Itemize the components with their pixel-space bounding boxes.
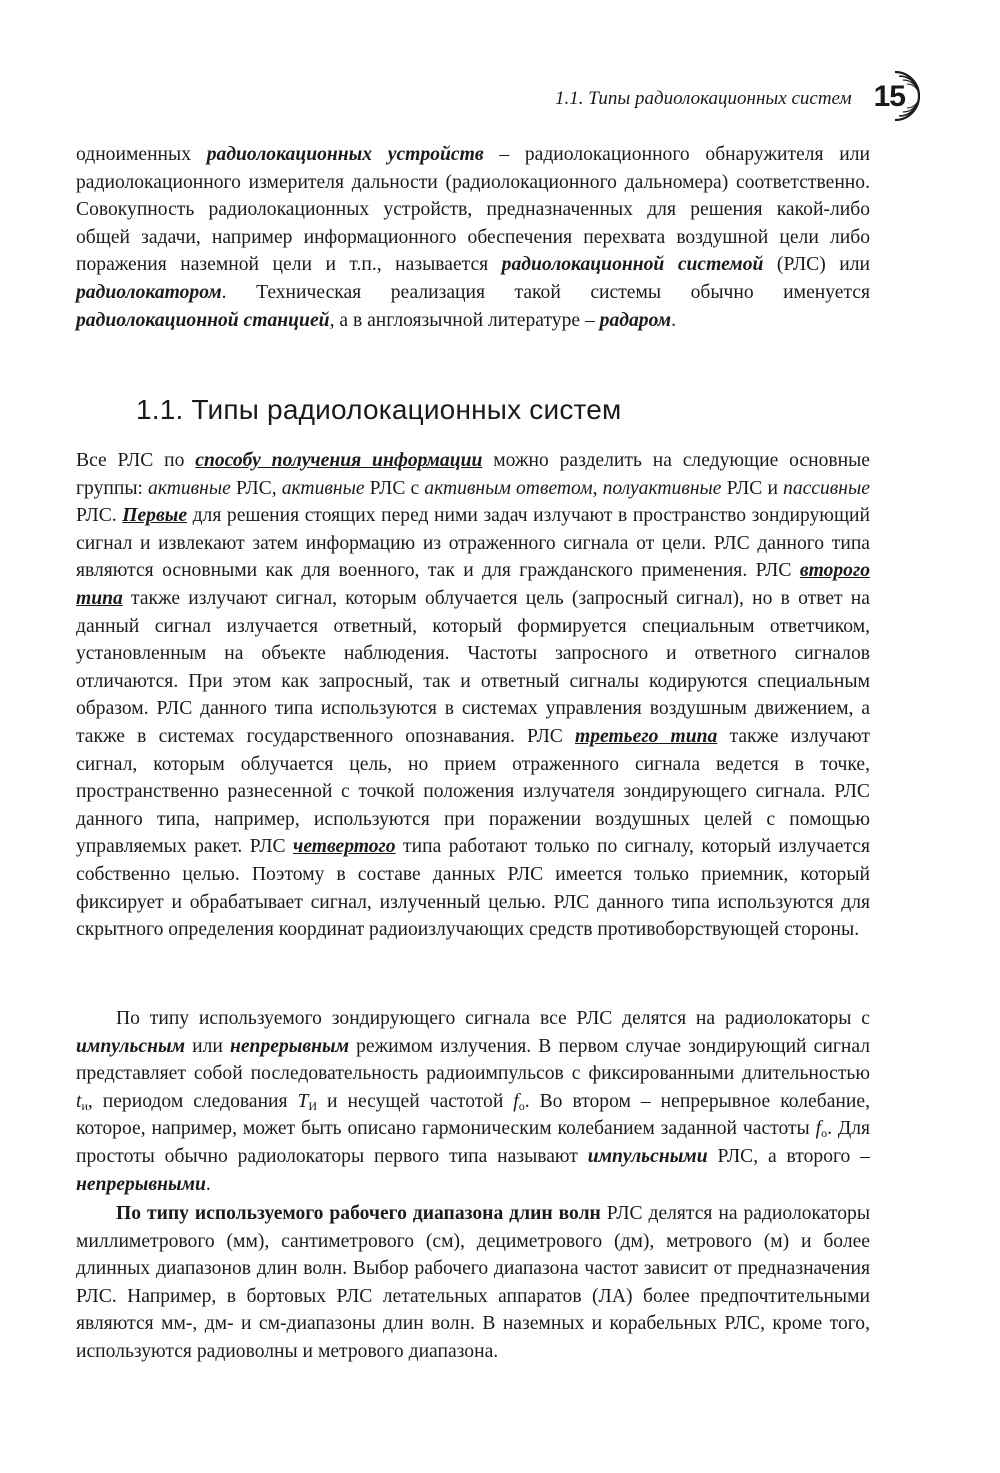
text-run: . Для простоты обычно радиолокаторы первого типа называют <box>76 1118 871 1167</box>
text-run: и несущей частотой <box>317 1090 514 1112</box>
section-heading: 1.1. Типы радиолокационных систем <box>136 394 622 425</box>
term-emphasis: импульсным <box>76 1035 185 1057</box>
text-run: также излучают сигнал, которым облучается цель, но прием отраженного сигнала ведется в точке, пространственно разнесенной с точкой положения излучателя зондирующего сигнала. РЛС данного типа, например, используются при поражении воздушных целей с помощью управляемых ракет. РЛС <box>76 725 870 858</box>
page-number-text: 15 <box>873 80 905 113</box>
page-corner-arcs-icon <box>889 68 925 124</box>
symbol-carrier-frequency: f <box>513 1090 519 1112</box>
text-run: , <box>592 477 603 499</box>
text-run: . Техническая реализация такой системы обычно именуется <box>221 281 870 303</box>
symbol-carrier-frequency: f <box>815 1118 822 1140</box>
text-run: По типу используемого зондирующего сигнала все РЛС делятся на радиолокаторы с <box>116 1008 870 1029</box>
term-emphasis: радаром <box>599 309 672 331</box>
symbol-pulse-duration: t <box>76 1090 82 1112</box>
term-underlined: четвертого <box>293 836 396 858</box>
running-header <box>555 80 905 114</box>
term-emphasis: импульсными <box>587 1145 708 1167</box>
term-italic: активные <box>148 477 231 499</box>
subscript: о <box>821 1126 828 1141</box>
running-title: 1.1. Типы радиолокационных систем <box>555 88 852 109</box>
term-underlined: Первые <box>122 505 188 527</box>
radar-types-paragraph <box>76 447 870 944</box>
text-run: . <box>205 1173 211 1195</box>
text-run: . <box>671 309 676 331</box>
term-emphasis: непрерывными <box>76 1173 206 1195</box>
text-run: . Во втором – непрерывное колебание, которое, например, может быть описано гармоническим колебанием заданной частоты <box>76 1090 870 1140</box>
text-run: РЛС и <box>721 477 784 499</box>
signal-type-paragraph <box>76 1005 870 1198</box>
text-run: для решения стоящих перед ними задач излучают в пространство зондирующий сигнал и извлекают затем информацию из отраженного сигнала от цели. РЛС данного типа являются основными как для военного, так и для гражданского применения. РЛС <box>76 505 871 582</box>
term-emphasis: радиолокационной системой <box>501 254 764 276</box>
term-underlined: третьего типа <box>574 725 718 747</box>
text-run: одноименных <box>76 144 207 165</box>
text-run: , а в англоязычной литературе – <box>329 309 600 331</box>
subscript: И <box>308 1098 318 1113</box>
text-run: можно разделить на следующие основные группы: <box>76 450 870 499</box>
text-run: типа работают только по сигналу, который излучается собственно целью. Поэтому в составе данных РЛС имеется только приемник, который фиксирует и обрабатывает сигнал, излученный целью. РЛС данного типа используются для скрытного определения координат радиоизлучающих средств противоборствующей стороны. <box>76 836 870 941</box>
term-italic: активные <box>281 477 365 499</box>
term-bold: По типу используемого рабочего диапазона длин волн <box>116 1203 601 1224</box>
term-emphasis: непрерывным <box>229 1035 349 1057</box>
text-run: также излучают сигнал, которым облучается цель (запросный сигнал), но в ответ на данный сигнал излучается ответный, который формируется специальным ответчиком, установленным на объекте наблюдения. Частоты запросного и ответного сигналов отличаются. При этом как запросный, так и ответный сигналы кодируются специальным образом. РЛС данного типа используются в системах управления воздушным движением, а также в системах государственного опознавания. РЛС <box>76 587 870 747</box>
term-italic: пассивные <box>783 477 870 499</box>
text-run: – радиолокационного обнаружителя или радиолокационного измерителя дальности (радиолокационного дальномера) соответственно. Совокупность радиолокационных устройств, предназначенных для решения какой-либо общей задачи, например информационного обеспечения перехвата воздушной цели либо поражения наземной цели и т.п., называется <box>76 144 870 276</box>
text-run: РЛС с <box>364 477 425 499</box>
text-run: РЛС, а второго – <box>707 1145 870 1167</box>
term-emphasis: радиолокационных устройств <box>206 144 484 165</box>
subscript: и <box>81 1098 88 1113</box>
subscript: о <box>518 1098 525 1113</box>
intro-paragraph <box>76 141 870 334</box>
text-run: РЛС. <box>76 505 123 527</box>
term-underlined: способу получения информации <box>195 450 483 471</box>
page-number <box>874 80 905 114</box>
text-run: , периодом следования <box>87 1090 298 1112</box>
term-italic: полуактивные <box>602 477 722 499</box>
term-underlined: второго типа <box>76 560 870 609</box>
text-run: Все РЛС по <box>76 450 196 471</box>
text-run: РЛС делятся на радиолокаторы миллиметрового (мм), сантиметрового (см), дециметрового (дм), метрового (м) и более длинных диапазонов длин волн. Выбор рабочего диапазона частот зависит от предназначения РЛС. Например, в бортовых РЛС летательных аппаратов (ЛА) более предпочтительными являются мм-, дм- и см-диапазоны длин волн. В наземных и корабельных РЛС, кроме того, используются радиоволны и метрового диапазона. <box>76 1203 870 1362</box>
symbol-period: T <box>297 1090 309 1112</box>
text-run: (РЛС) или <box>763 254 870 276</box>
term-emphasis: радиолокационной станцией <box>76 309 330 331</box>
text-run: или <box>185 1035 230 1057</box>
term-italic: активным ответом <box>424 477 593 499</box>
text-run: режимом излучения. В первом случае зондирующий сигнал представляет собой последовательность радиоимпульсов с фиксированными длительностью <box>76 1035 871 1085</box>
text-run: РЛС, <box>230 477 282 499</box>
wavelength-range-paragraph <box>76 1200 870 1366</box>
term-emphasis: радиолокатором <box>76 281 222 303</box>
